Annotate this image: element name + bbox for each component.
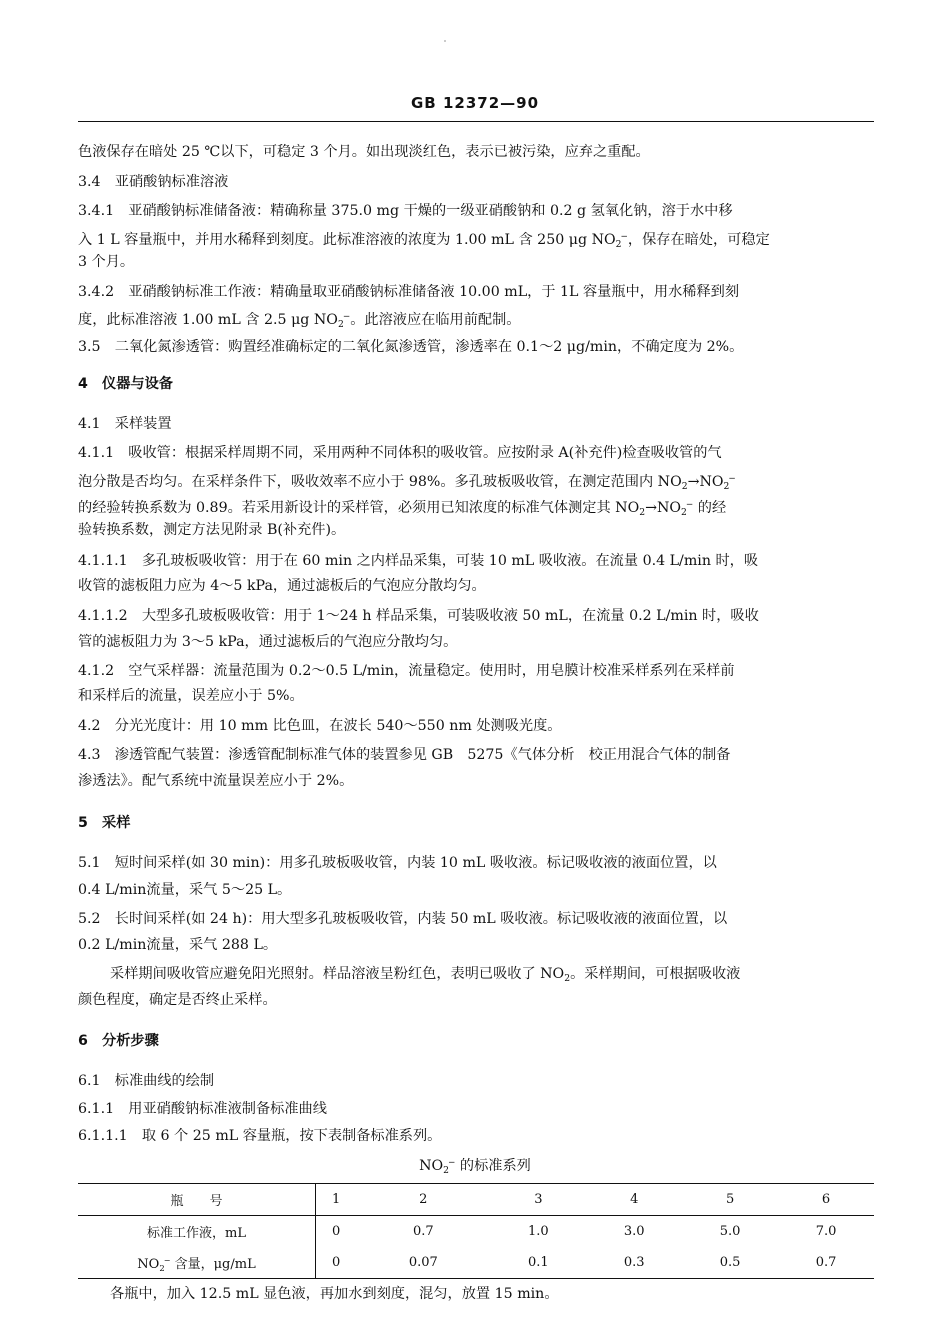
- table-cell: 6: [778, 1184, 874, 1216]
- table-cell: 1: [316, 1184, 357, 1216]
- table-cell: 3.0: [623, 1224, 645, 1239]
- table-cell: 4: [586, 1184, 682, 1216]
- table-caption: $NO_2^-$ 的标准系列: [419, 1158, 531, 1176]
- table-cell: 0.07: [356, 1247, 490, 1279]
- table-cell: 5: [682, 1184, 778, 1216]
- table-cell: 0.1: [490, 1247, 586, 1279]
- paragraph-line: 4.1.1.1 多孔玻板吸收管：用于在 60 min 之内样品采集，可装 10 mL 吸收液。在流量 0.4 L/min 时，吸: [78, 553, 759, 569]
- paragraph-line: 4.1.2 空气采样器：流量范围为 0.2～0.5 L/min，流量稳定。使用时，用皂膜计校准采样系列在采样前: [78, 663, 735, 679]
- paragraph-line: 3.4.1 亚硝酸钠标准储备液：精确称量 375.0 mg 干燥的一级亚硝酸钠和 0.2 g 氢氧化钠，溶于水中移: [78, 203, 733, 219]
- paragraph-line: 收管的滤板阻力应为 4～5 kPa，通过滤板后的气泡应分散均匀。: [78, 578, 486, 594]
- paragraph-line: 管的滤板阻力为 3～5 kPa，通过滤板后的气泡应分散均匀。: [78, 634, 458, 650]
- section-heading-6-1: 6.1 标准曲线的绘制: [78, 1073, 215, 1089]
- table-cell: 3: [490, 1184, 586, 1216]
- table-row-header: $NO_2^-$ 含量，μg/mL: [78, 1247, 316, 1279]
- paragraph-line: 入 1 L 容量瓶中，并用水稀释到刻度。此标准溶液的浓度为 1.00 mL 含 250 μg $NO_2^-$，保存在暗处，可稳定: [78, 232, 770, 250]
- paragraph-line: 的经验转换系数为 0.89。若采用新设计的采样管，必须用已知浓度的标准气体测定其 $NO_2\to NO_2^-$ 的经: [78, 500, 727, 518]
- table-row-header: 标准工作液，mL: [78, 1216, 316, 1248]
- paragraph-line: 4.3 渗透管配气装置：渗透管配制标准气体的装置参见 GB 5275《气体分析 校正用混合气体的制备: [78, 747, 731, 763]
- paragraph-line: 采样期间吸收管应避免阳光照射。样品溶液呈粉红色，表明已吸收了 $NO_2$。采样期间，可根据吸收液: [110, 966, 741, 984]
- table-cell: 0.7: [778, 1247, 874, 1279]
- table-cell: 0: [331, 1224, 341, 1239]
- table-row-header: 瓶 号: [78, 1184, 316, 1216]
- scan-speck: [444, 40, 446, 42]
- table-header-row: [78, 1184, 874, 1216]
- paragraph-line: 4.1.1 吸收管：根据采样周期不同，采用两种不同体积的吸收管。应按附录 A(补充件)检查吸收管的气: [78, 445, 722, 461]
- table-cell: 2: [356, 1184, 490, 1216]
- paragraph-line: 4.2 分光光度计：用 10 mm 比色皿，在波长 540～550 nm 处测吸光度。: [78, 718, 562, 734]
- paragraph-line: 色液保存在暗处 25 ℃以下，可稳定 3 个月。如出现淡红色，表示已被污染，应弃之重配。: [78, 144, 650, 160]
- table-cell: 0: [316, 1247, 357, 1279]
- paragraph-line: 0.4 L/min流量，采气 5～25 L。: [78, 882, 292, 898]
- paragraph-line: 6.1.1.1 取 6 个 25 mL 容量瓶，按下表制备标准系列。: [78, 1128, 442, 1144]
- table-cell: 5.0: [719, 1224, 741, 1239]
- paragraph-line: 和采样后的流量，误差应小于 5%。: [78, 688, 304, 704]
- table-cell: 0.3: [586, 1247, 682, 1279]
- paragraph-line: 颜色程度，确定是否终止采样。: [78, 992, 277, 1008]
- table-cell: 7.0: [815, 1224, 837, 1239]
- section-heading-4-1: 4.1 采样装置: [78, 416, 172, 432]
- table-row: [78, 1216, 874, 1248]
- paragraph-line: 3 个月。: [78, 254, 135, 270]
- table-cell: 0.5: [682, 1247, 778, 1279]
- section-heading-6-1-1: 6.1.1 用亚硝酸钠标准液制备标准曲线: [78, 1101, 327, 1117]
- paragraph-line: 3.5 二氧化氮渗透管：购置经准确标定的二氧化氮渗透管，渗透率在 0.1～2 μg/min，不确定度为 2%。: [78, 339, 744, 355]
- paragraph-line: 各瓶中，加入 12.5 mL 显色液，再加水到刻度，混匀，放置 15 min。: [110, 1286, 559, 1302]
- paragraph-line: 验转换系数，测定方法见附录 B(补充件)。: [78, 522, 346, 538]
- paragraph-line: 4.1.1.2 大型多孔玻板吸收管：用于 1～24 h 样品采集，可装吸收液 50 mL，在流量 0.2 L/min 时，吸收: [78, 608, 759, 624]
- paragraph-line: 0.2 L/min流量，采气 288 L。: [78, 937, 278, 953]
- page-header: GB 12372—90: [410, 94, 540, 112]
- paragraph-line: 3.4.2 亚硝酸钠标准工作液：精确量取亚硝酸钠标准储备液 10.00 mL，于 1L 容量瓶中，用水稀释到刻: [78, 284, 740, 300]
- standard-series-table: [78, 1183, 874, 1279]
- paragraph-line: 度，此标准溶液 1.00 mL 含 2.5 μg $NO_2^-$。此溶液应在临用前配制。: [78, 312, 521, 330]
- paragraph-line: 泡分散是否均匀。在采样条件下，吸收效率不应小于 98%。多孔玻板吸收管，在测定范围内 $NO_2\to NO_2^-$: [78, 474, 736, 492]
- table-cell: 1.0: [528, 1224, 549, 1239]
- table-row: [78, 1247, 874, 1279]
- section-heading-6: 6 分析步骤: [78, 1033, 159, 1049]
- paragraph-line: 5.2 长时间采样(如 24 h)：用大型多孔玻板吸收管，内装 50 mL 吸收液。标记吸收液的液面位置，以: [78, 911, 728, 927]
- paragraph-line: 渗透法》。配气系统中流量误差应小于 2%。: [78, 773, 354, 789]
- section-heading-3-4: 3.4 亚硝酸钠标准溶液: [78, 174, 229, 190]
- section-heading-5: 5 采样: [78, 815, 131, 831]
- paragraph-line: 5.1 短时间采样(如 30 min)：用多孔玻板吸收管，内装 10 mL 吸收液。标记吸收液的液面位置，以: [78, 855, 717, 871]
- header-rule: [78, 121, 874, 122]
- table-cell: 0.7: [412, 1224, 434, 1239]
- section-heading-4: 4 仪器与设备: [78, 376, 173, 392]
